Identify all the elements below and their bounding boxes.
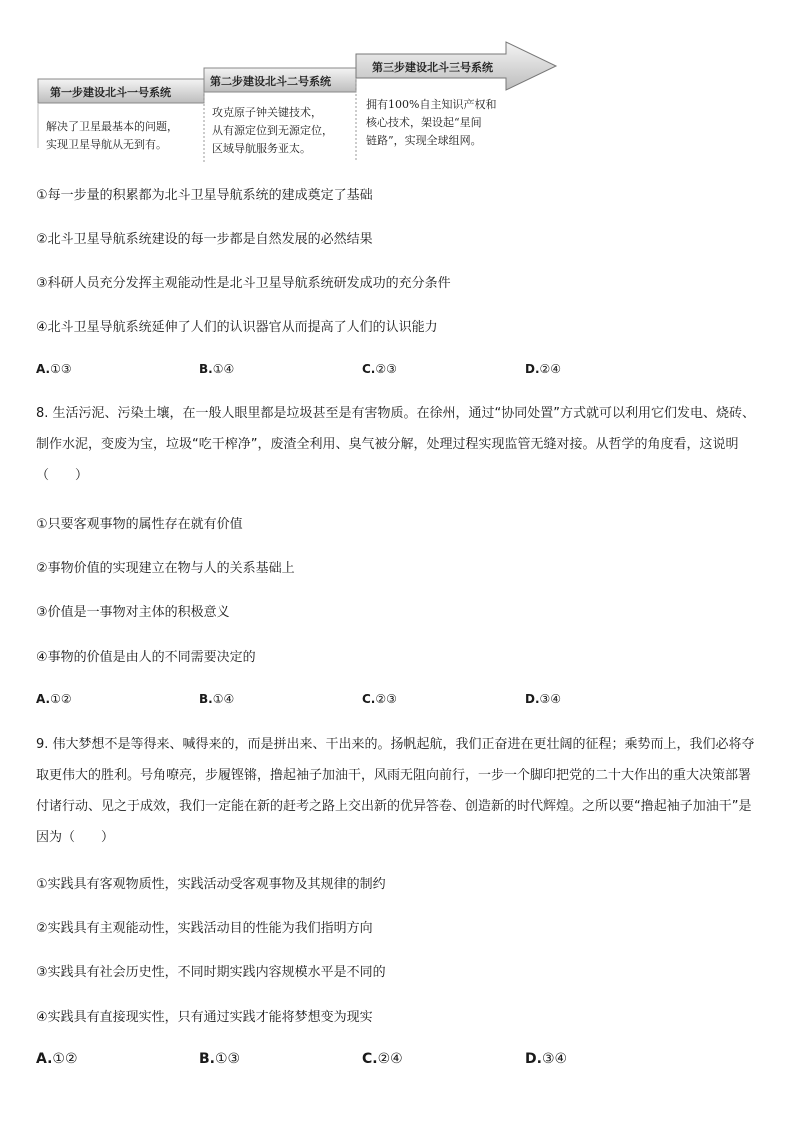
q9-option-b[interactable]: [199, 1051, 240, 1067]
option-text: ③④: [539, 692, 562, 706]
step1-body-line: 实现卫星导航从无到有。: [46, 138, 167, 151]
q9-statement-1: ①实践具有客观物质性，实践活动受客观事物及其规律的制约: [36, 877, 386, 892]
q8-stem: 8. 生活污泥、污染土壤，在一般人眼里都是垃圾甚至是有害物质。在徐州，通过“协同处置”方式就可以利用它们发电、烧砖、制作水泥，变废为宝，垃圾“吃干榨净”，废渣全利用、臭气被分解，处理过程实现监管无缝对接。从哲学的角度看，这说明（ ）: [36, 406, 756, 483]
q9-option-c[interactable]: [362, 1051, 403, 1067]
q8-statement-4: ④事物的价值是由人的不同需要决定的: [36, 650, 256, 665]
option-letter: A.: [36, 362, 51, 376]
q7-option-a[interactable]: [36, 362, 72, 376]
option-letter: B.: [199, 692, 213, 706]
step2-body-line: 区域导航服务亚太。: [212, 142, 311, 155]
step1-body: [46, 118, 178, 154]
option-letter: D.: [525, 1051, 542, 1067]
option-letter: C.: [362, 1051, 378, 1067]
q7-statement-3: ③科研人员充分发挥主观能动性是北斗卫星导航系统研发成功的充分条件: [36, 276, 451, 291]
step3-body-line: 核心技术，架设起“星间: [366, 116, 482, 129]
step3-title: 第三步建设北斗三号系统: [372, 61, 493, 74]
q7-option-b[interactable]: [199, 362, 234, 376]
option-text: ①③: [50, 362, 72, 376]
step2-body-line: 从有源定位到无源定位，: [212, 124, 333, 137]
option-text: ①②: [52, 1051, 78, 1067]
q8-option-a[interactable]: [36, 692, 72, 706]
option-text: ①④: [212, 362, 235, 376]
option-letter: D.: [525, 362, 540, 376]
option-text: ①②: [50, 692, 72, 706]
option-letter: D.: [525, 692, 540, 706]
q9-option-d[interactable]: [525, 1051, 567, 1067]
option-text: ①③: [215, 1051, 241, 1067]
step1-title: 第一步建设北斗一号系统: [50, 86, 171, 99]
q9-statement-4: ④实践具有直接现实性，只有通过实践才能将梦想变为现实: [36, 1010, 373, 1025]
q8-option-c[interactable]: [362, 692, 397, 706]
option-text: ③④: [541, 1051, 568, 1067]
option-text: ②③: [375, 692, 397, 706]
q7-statement-4: ④北斗卫星导航系统延伸了人们的认识器官从而提高了人们的认识能力: [36, 320, 438, 335]
option-letter: A.: [36, 1051, 53, 1067]
q8-option-d[interactable]: [525, 692, 561, 706]
option-text: ②④: [539, 362, 562, 376]
q7-statement-2: ②北斗卫星导航系统建设的每一步都是自然发展的必然结果: [36, 232, 373, 247]
option-letter: B.: [199, 362, 213, 376]
option-text: ①④: [212, 692, 235, 706]
option-text: ②③: [375, 362, 397, 376]
q7-option-c[interactable]: [362, 362, 397, 376]
step2-body-line: 攻克原子钟关键技术，: [212, 106, 322, 119]
step3-body-line: 拥有100%自主知识产权和: [366, 98, 497, 111]
option-letter: C.: [362, 692, 376, 706]
option-letter: A.: [36, 692, 51, 706]
option-letter: C.: [362, 362, 376, 376]
q9-statement-3: ③实践具有社会历史性，不同时期实践内容规模水平是不同的: [36, 965, 386, 980]
q8-option-b[interactable]: [199, 692, 234, 706]
beidou-steps-diagram: [36, 38, 566, 168]
q8-statement-1: ①只要客观事物的属性存在就有价值: [36, 517, 243, 532]
option-text: ②④: [377, 1051, 403, 1067]
step2-body: [212, 104, 333, 158]
q7-statement-1: ①每一步量的积累都为北斗卫星导航系统的建成奠定了基础: [36, 188, 373, 203]
option-letter: B.: [199, 1051, 215, 1067]
q8-statement-2: ②事物价值的实现建立在物与人的关系基础上: [36, 561, 295, 576]
q9-option-a[interactable]: [36, 1051, 78, 1067]
step3-body: [366, 96, 496, 150]
q9-statement-2: ②实践具有主观能动性，实践活动目的性能为我们指明方向: [36, 921, 373, 936]
q7-option-d[interactable]: [525, 362, 561, 376]
step1-body-line: 解决了卫星最基本的问题，: [46, 120, 178, 133]
step2-title: 第二步建设北斗二号系统: [210, 75, 331, 88]
step3-body-line: 链路”，实现全球组网。: [366, 134, 482, 147]
q9-stem: 9. 伟大梦想不是等得来、喊得来的，而是拼出来、干出来的。扬帆起航，我们正奋进在更壮阔的征程；乘势而上，我们必将夺取更伟大的胜利。号角嘹亮，步履铿锵，撸起袖子加油干，风雨无阻向前行，一步一个脚印把党的二十大作出的重大决策部署付诸行动、见之于成效，我们一定能在新的赶考之路上交出新的优异答卷、创造新的时代辉煌。之所以要“撸起袖子加油干”是因为（ ）: [36, 737, 755, 845]
q8-statement-3: ③价值是一事物对主体的积极意义: [36, 605, 230, 620]
